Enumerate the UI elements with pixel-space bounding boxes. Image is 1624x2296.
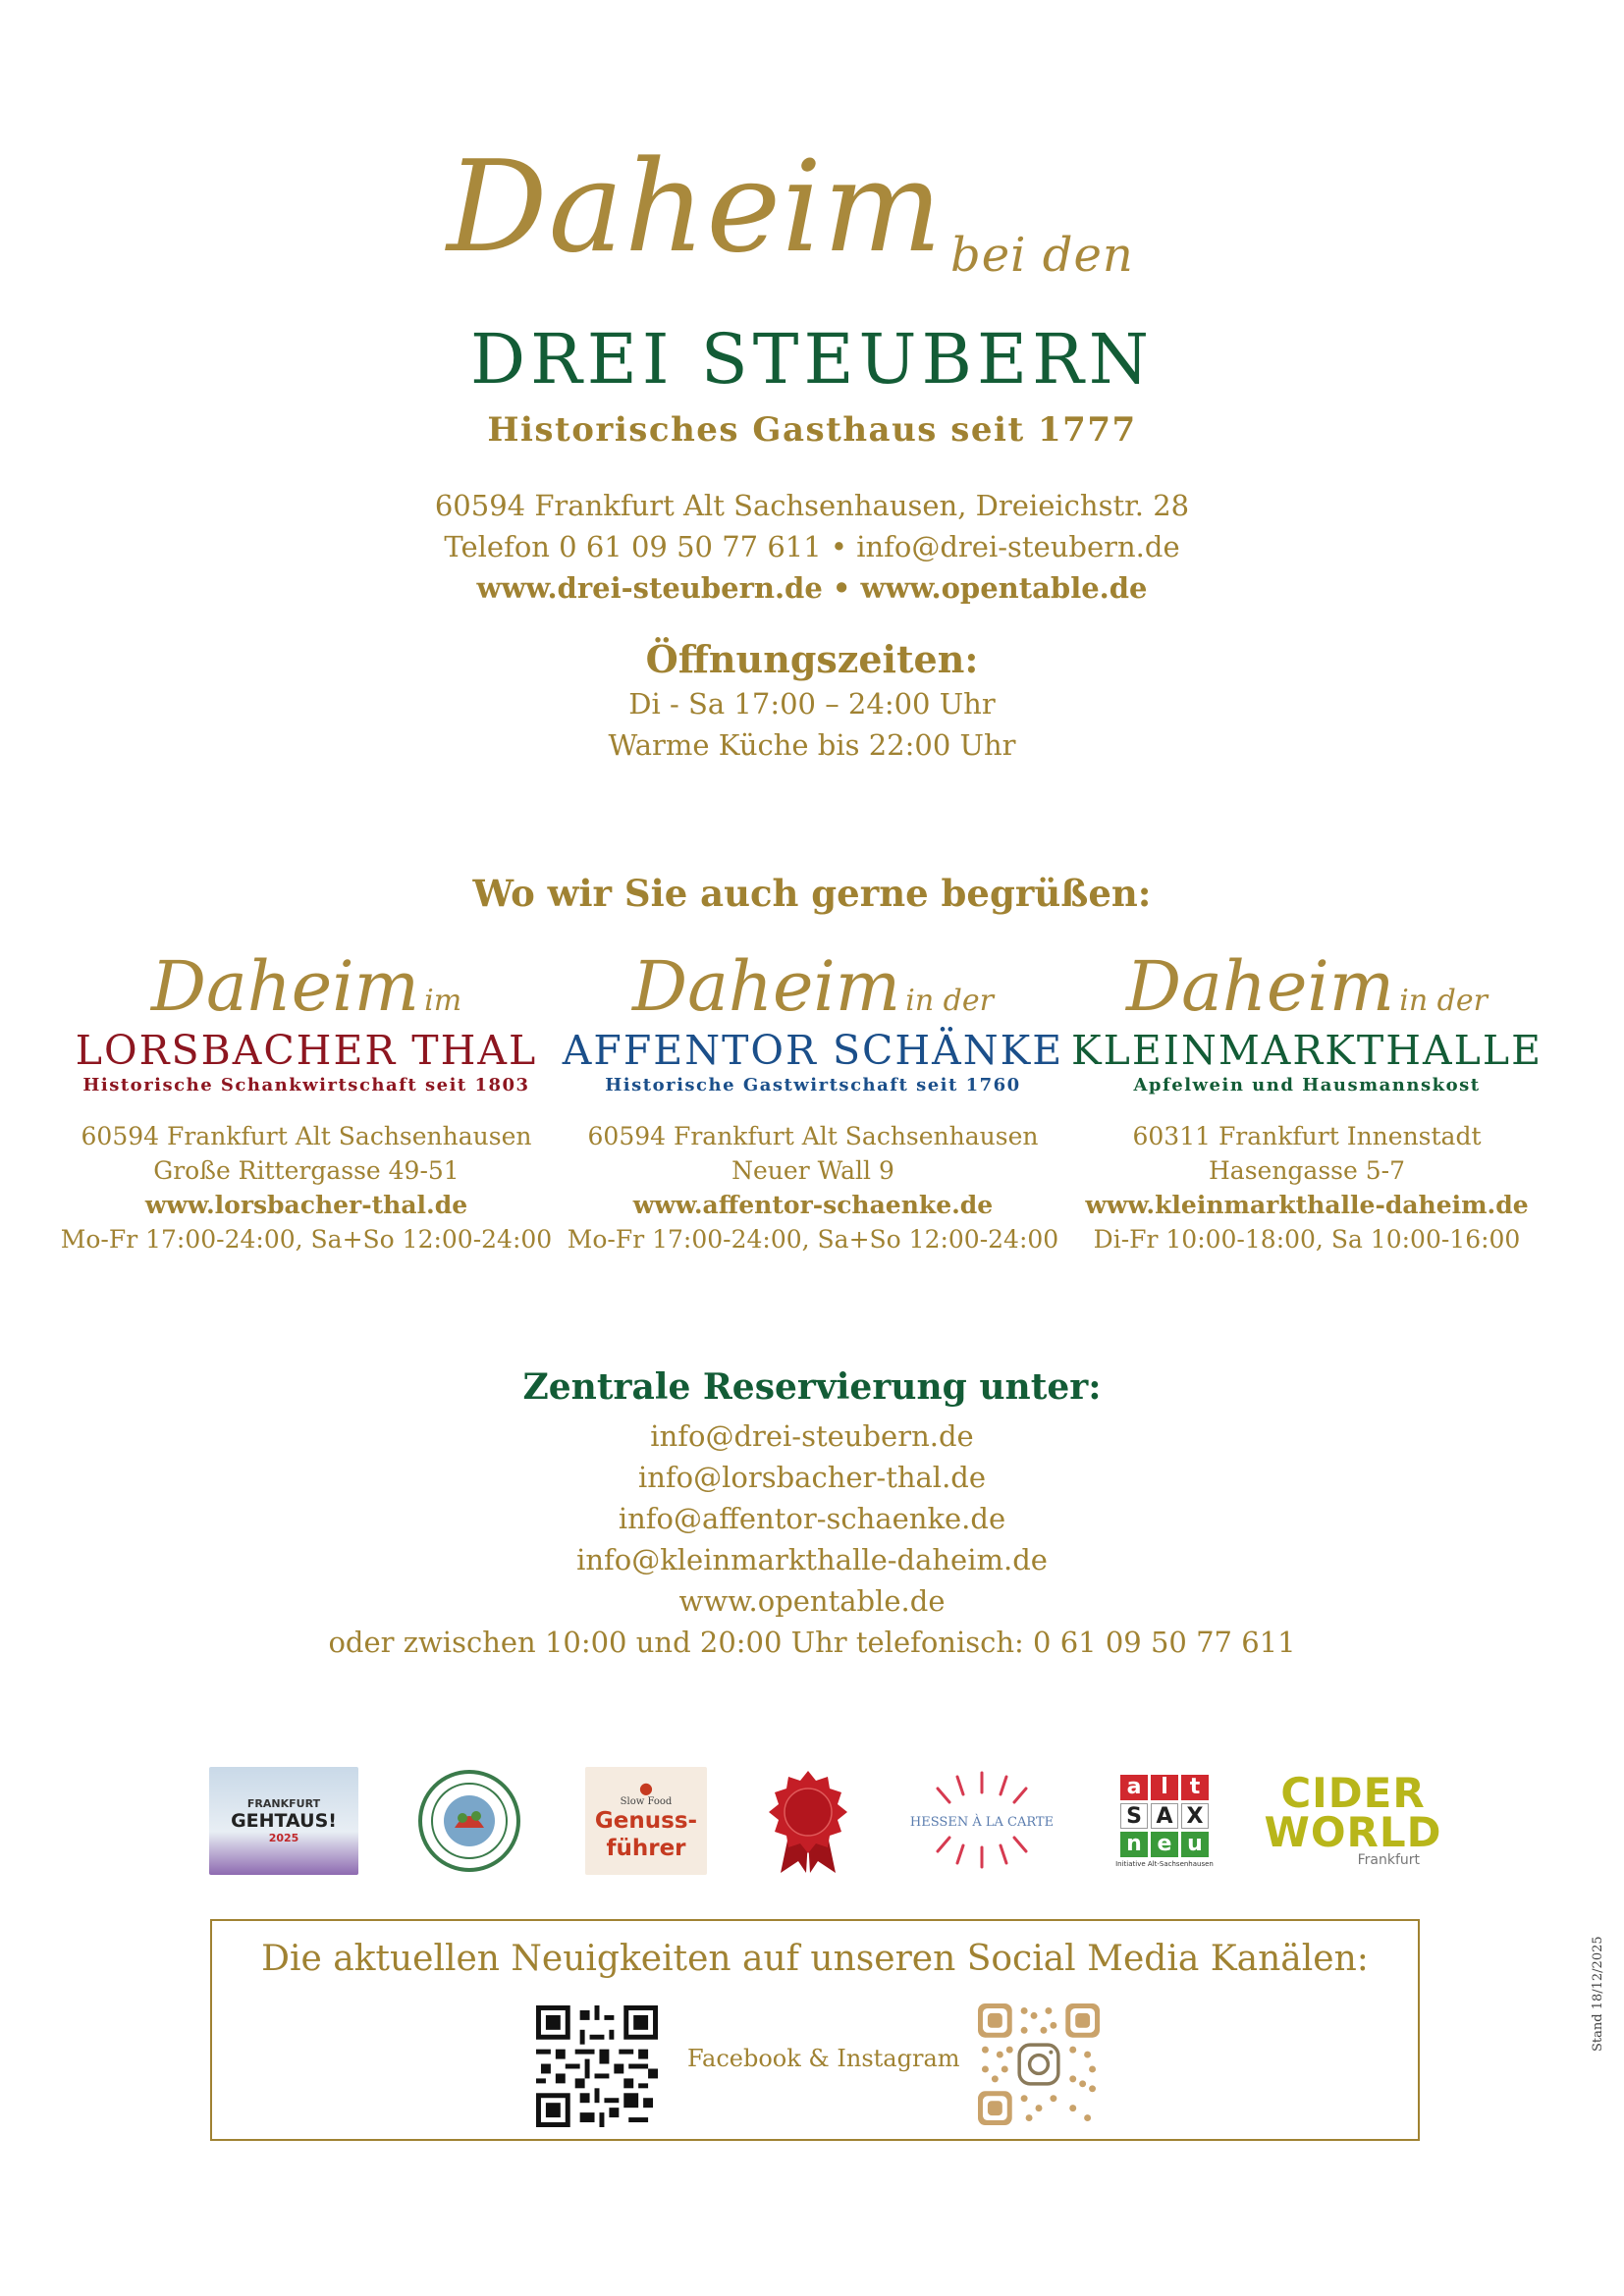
location-city: 60311 Frankfurt Innenstadt — [1132, 1122, 1482, 1150]
address-line: 60594 Frankfurt Alt Sachsenhausen, Dreieichstr. 28 — [434, 489, 1190, 522]
hero-logo-script: Daheim — [447, 134, 944, 281]
reservation-email[interactable]: info@affentor-schaenke.de — [618, 1502, 1006, 1535]
location-hours: Mo-Fr 17:00-24:00, Sa+So 12:00-24:00 — [60, 1225, 553, 1254]
location-hours: Di-Fr 10:00-18:00, Sa 10:00-16:00 — [1093, 1225, 1521, 1254]
frankfurt-gehtaus-badge: FRANKFURT GEHTAUS! 2025 — [209, 1767, 358, 1875]
location-lorsbacher-thal — [51, 946, 562, 1256]
red-award-seal — [761, 1767, 855, 1875]
social-media-heading: Die aktuellen Neuigkeiten auf unseren Social Media Kanälen: — [261, 1939, 1369, 1979]
location-web-link[interactable]: www.kleinmarkthalle-daheim.de — [1085, 1191, 1529, 1219]
location-kleinmarkthalle — [1052, 946, 1562, 1256]
kitchen-hours-line: Warme Küche bis 22:00 Uhr — [608, 728, 1016, 762]
opening-hours — [0, 636, 1624, 766]
reservation-web-link[interactable]: www.opentable.de — [678, 1584, 946, 1618]
hero-logo-suffix: bei den — [950, 228, 1134, 283]
snail-icon: ● — [639, 1778, 653, 1797]
location-city: 60594 Frankfurt Alt Sachsenhausen — [587, 1122, 1039, 1150]
location-street: Große Rittergasse 49-51 — [153, 1156, 460, 1185]
alt-sax-neu-badge: a l t S A X n e u Initiative Alt-Sachsenhausen — [1115, 1774, 1214, 1868]
sunburst-icon — [898, 1767, 1065, 1875]
location-subtitle: Historische Gastwirtschaft seit 1760 — [605, 1075, 1021, 1095]
location-affentor-schaenke — [558, 946, 1068, 1256]
location-web-link[interactable]: www.affentor-schaenke.de — [632, 1191, 994, 1219]
location-logo-script: Daheim in der — [1126, 946, 1488, 1027]
document-date-stamp: Stand 18/12/2025 — [1591, 1936, 1605, 2052]
location-name: AFFENTOR SCHÄNKE — [562, 1027, 1064, 1074]
location-name: KLEINMARKTHALLE — [1070, 1027, 1543, 1074]
reservation-email[interactable]: info@lorsbacher-thal.de — [637, 1461, 987, 1494]
location-street: Neuer Wall 9 — [731, 1156, 894, 1185]
cider-world-badge: CIDER WORLD Frankfurt — [1264, 1769, 1442, 1868]
reservation-email[interactable]: info@drei-steubern.de — [650, 1419, 974, 1453]
opening-hours-title: Öffnungszeiten: — [645, 637, 979, 681]
location-subtitle: Historische Schankwirtschaft seit 1803 — [82, 1075, 530, 1095]
location-logo-script: Daheim in der — [632, 946, 994, 1027]
reservation-email[interactable]: info@kleinmarkthalle-daheim.de — [576, 1543, 1048, 1576]
location-subtitle: Apfelwein und Hausmannskost — [1133, 1075, 1481, 1095]
hessen-a-la-carte-badge — [893, 1767, 1070, 1875]
phone-email-line[interactable]: Telefon 0 61 09 50 77 611 • info@drei-steubern.de — [444, 530, 1180, 563]
location-name: LORSBACHER THAL — [75, 1027, 538, 1074]
hessen-a-la-carte-text: HESSEN À LA CARTE — [909, 1815, 1055, 1830]
restaurant-name: DREI STEUBERN — [469, 319, 1155, 400]
slow-food-genussfuehrer-badge: ● Slow Food Genuss- führer — [585, 1767, 707, 1875]
facebook-qr-code-icon[interactable] — [536, 2005, 658, 2127]
reservation-heading: Zentrale Reservierung unter: — [522, 1366, 1102, 1408]
websites-line[interactable]: www.drei-steubern.de • www.opentable.de — [476, 571, 1148, 605]
restaurant-tagline: Historisches Gasthaus seit 1777 — [487, 410, 1137, 450]
award-rosette-icon — [761, 1767, 855, 1875]
apfelwein-association-seal — [410, 1767, 528, 1875]
location-street: Hasengasse 5-7 — [1209, 1156, 1405, 1185]
locations-heading: Wo wir Sie auch gerne begrüßen: — [472, 872, 1152, 915]
social-media-box — [210, 1919, 1420, 2141]
location-city: 60594 Frankfurt Alt Sachsenhausen — [81, 1122, 532, 1150]
reservation-contacts — [0, 1415, 1624, 1663]
location-hours: Mo-Fr 17:00-24:00, Sa+So 12:00-24:00 — [567, 1225, 1059, 1254]
contact-block — [0, 485, 1624, 609]
location-web-link[interactable]: www.lorsbacher-thal.de — [144, 1191, 468, 1219]
instagram-qr-code-icon[interactable] — [978, 2003, 1100, 2125]
reservation-phone-line: oder zwischen 10:00 und 20:00 Uhr telefonisch: 0 61 09 50 77 611 — [328, 1626, 1296, 1659]
location-logo-script: Daheim im — [150, 946, 462, 1027]
opening-hours-line: Di - Sa 17:00 – 24:00 Uhr — [628, 687, 996, 721]
round-seal-icon — [415, 1767, 523, 1875]
social-media-label: Facebook & Instagram — [687, 2045, 960, 2072]
